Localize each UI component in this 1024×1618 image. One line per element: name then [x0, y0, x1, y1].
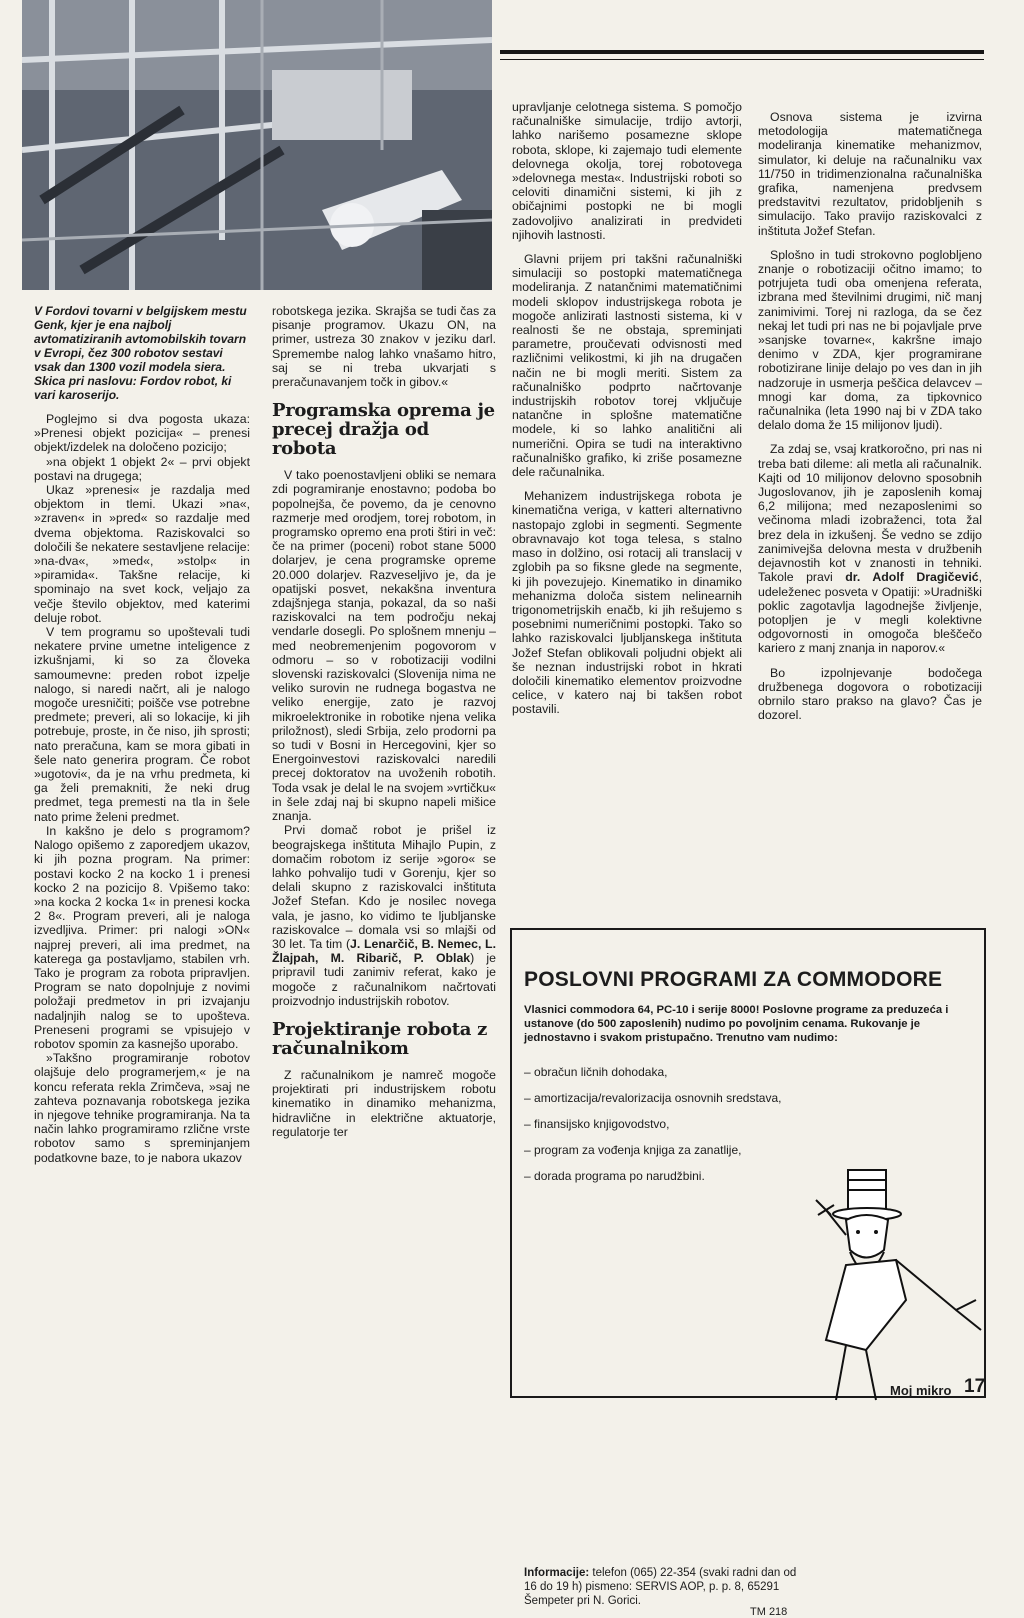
paragraph: Mehanizem industrijskega robota je kinematična veriga, v katteri alternativno nastopajo zglobi in segmenti. Segmente obravnavajo kot toga telesa, s stalno maso in dolžino, osi rotacij ali translacij v zglobih pa so fiksne glede na segmente, ki jih povezujejo. Kinematiko in dinamiko mehanizma določa sistem nelinearnih trigonometrijskih enačb, ki jih rešujemo s posebnimi numeričnimi postopki. Tako so lahko raziskovalci ljubljanskega inštituta Jožef Stefan oblikovali poljudni objekt ali še neznan industrijski robot in hkrati določili kinematiko elementov proizvodne celice, v katero naj bi takšen robot postavili.: [512, 489, 742, 717]
paragraph: Glavni prijem pri takšni računalniški simulaciji so postopki matematičnega modeliranja. Z natančnimi matematičnimi modeli sklopov industrijskega robota je mogoče anlizirati lastnosti sistema, ki v realnosti še ne obstaja, spreminjati parametre, proučevati odvisnosti med različnimi velikostmi, ki jih na drugačen način ne bi mogli meriti. Sistem za računalniško podprto načrtovanje industrijskih robotov torej vključuje natančne in splošne matematične modele, ki so lahko analitični ali numerični. Opira se tudi na interaktivno računalniško grafiko, ki zriše posamezne dele računalnika.: [512, 252, 742, 480]
paragraph: V tem programu so upoštevali tudi nekatere prvine umetne inteligence z izkušnjami, ki so za človeka samoumevne: preden robot izpelje nalogo, si naredi načrt, ali je nalogo mogoče uresničiti; poišče vse potrebne predmete; preveri, ali so lokacije, ki jih potrebuje, proste, in če niso, jih sprosti; nato preračuna, kam se mora gibati in šele nato generira program. Če robot »ugotovi«, da je na vrhu predmeta, ki ga želi premakniti, že neki drug predmet, tega premesti na tla in šele nato prime želeni predmet.: [34, 625, 250, 824]
column-3: [512, 100, 742, 717]
paragraph: [272, 823, 496, 1008]
column-2: [272, 304, 496, 1139]
uncle-sam-illustration: [806, 1140, 986, 1410]
list-item: – amortizacija/revalorizacija osnovnih sredstava,: [524, 1091, 970, 1105]
paragraph: Bo izpolnjevanje bodočega družbenega dogovora o robotizaciji obrnilo staro prakso na glavo? Čas je dozorel.: [758, 665, 982, 723]
section-heading: Projektiranje robota z računalnikom: [272, 1018, 488, 1059]
list-item: – finansijsko knjigovodstvo,: [524, 1117, 970, 1131]
text-span: ) je pripravil tudi zanimiv referat, kako je mogoče z računalnikom načrtovati proizvodnjo industrijskih robotov.: [272, 951, 496, 1008]
paragraph: »na objekt 1 objekt 2« – prvi objekt postavi na drugega;: [34, 454, 250, 483]
paragraph: Osnova sistema je izvirna metodologija matematičnega modeliranja kinematike mehanizmov, simulator, ki deluje na računalniku vax 11/750 in tridimenzionalna računalniška grafika, namenjena predvsem predstavitvi rezultatov, pridobljenih s simulacijo. Tako pravijo raziskovalci z inštituta Jožef Stefan.: [758, 110, 982, 238]
factory-robot-photo: [22, 0, 492, 290]
paragraph: »Takšno programiranje robotov olajšuje delo programerjem,« je na koncu referata rekla Zrimčeva, »saj ne zahteva poznavanja robotskega jezika in njegove tehnike programiranja. Na ta način lahko programiramo rzlične vrste robotov samo s spreminjanjem podatkovne baze, to je nabora ukazov: [34, 1051, 250, 1165]
magazine-name: Moj mikro: [890, 1383, 952, 1398]
paragraph: Splošno in tudi strokovno poglobljeno znanje o robotizaciji očitno imamo; to potrjujeta tudi oba omenjena referata, izbrana med številnimi drugimi, nič manj zanimivimi. Torej ni razloga, da se čez nekaj let tudi pri nas ne bi pojavljale prve »sanjske tovarne«, kakršne imajo denimo v ZDA, kjer programirane robotizirane linije delajo po ves dan in jih nadzoruje in usmerja peščica delavcev – mnogi kar doma, za tipkovnico računalnika (leta 1990 naj bi v ZDA tako delalo doma že 15 milijonov ljudi).: [758, 247, 982, 433]
paragraph: Poglejmo si dva pogosta ukaza: »Prenesi objekt pozicija« – prenesi objekt/izdelek na določeno pozicijo;: [34, 412, 250, 455]
text-span: Prvi domač robot je prišel iz beograjskega inštituta Mihajlo Pupin, z domačim robotom iz serije »goro« se lahko pohvalijo tudi v Gorenju, kjer so delali skupno z raziskovalci inštituta Jožef Stefan. Kdo je nosilec novega vala, je jasno, ko vidimo te ljubljanske raziskovalce – domala vsi so mlajši od 30 let. Ta tim (: [272, 823, 496, 951]
paragraph: Ukaz »prenesi« je razdalja med objektom in tlemi. Ukazi »na«, »zraven« in »pred« so razdalje med dvema objektoma. Raziskovalci so določili še nekatere sestavljene relacije: »na-dva«, »med«, »stolp« in »piramida«. Takšne relacije, ki spominajo na svet kock, veljajo za večje število objektov, med katerimi deluje robot.: [34, 483, 250, 625]
list-item: – program za vođenja knjiga za zanatlije,: [524, 1143, 970, 1157]
paragraph: In kakšno je delo s programom? Nalogo opišemo z zaporedjem ukazov, ki jih pozna program. Na primer: postavi kocko 2 na kocko 1 i prenesi kocko 2 na pozicijo 8. Vpišemo tako: »na kocka 2 kocka 1« in prenesi kocka 2 8«. Program preveri, ali je naloga izvedljiva. Primer: pri nalogi »ON« najprej preveri, ali ima predmet, na katerega ga postavljamo, stabilen vrh. Tako je program za robota pripravljen. Program se nato dopolnjuje z novimi položaji predmetov in pri izvajanju nadaljnjih nalog se to upošteva. Preneseni programi se vpisujejo v robotov spomin za kasnejšo uporabo.: [34, 823, 250, 1051]
ad-contact: [524, 1566, 810, 1608]
author-names: J. Lenarčič, B. Nemec, L. Žlajpah, M. Ribarič, P. Oblak: [272, 936, 496, 966]
info-label: Informacije:: [524, 1567, 590, 1579]
paragraph: V tako poenostavljeni obliki se nemara zdi pogramiranje enostavno; podoba bo popolnejša, če povemo, da je cenovno razmerje med orodjem, torej robotom, in programsko opremo ena proti štiri in več: če na primer (poceni) robot stane 5000 dolarjev, je cena programske opreme 20.000 dolarjev. Razveseljivo je, da je opatijski posvet, nekakšna inventura zdajšnjega stanja, pokazal, da so naši raziskovalci na tem področju nekaj vendarle dosegli. Po splošnem mnenju – med neobremenjenim pogovorom v odmoru – so v robotizaciji vodilni slovenski raziskovalci (Slovenija nima ne veliko surovin ne rudnega bogastva ne veliko energije, zato je razvoj mikroelektronike in robotike njena velika priložnost), sledi Srbija, zelo prodorni pa so tudi v Bosni in Hercegovini, kjer so Energoinvestovi raziskovalci naredili precej doktoratov na uvoženih robotih. Toda vsak je delal le na svojem »vrtičku« in šele zdaj naj bi skupno napeli mišice znanja.: [272, 468, 496, 824]
page-number: 17: [964, 1376, 986, 1397]
section-heading: Programska oprema je precej dražja od robota: [272, 400, 495, 460]
list-item: – dorada programa po narudžbini.: [524, 1169, 970, 1183]
paragraph: Z računalnikom je namreč mogoče projektirati pri industrijskem robotu kinematiko in dinamiko mehanizma, hidravlične in električne aktuatorje, regulatorje ter: [272, 1067, 496, 1139]
person-name: dr. Adolf Dragičević: [845, 570, 979, 585]
header-rule: [500, 50, 984, 54]
info-text: telefon (065) 22-354 (svaki radni dan od 16 do 19 h) pismeno: SERVIS AOP, p. p. 8, 65291 Šempeter pri N. Gorici.: [524, 1567, 797, 1607]
text-span: Za zdaj se, vsaj kratkoročno, pri nas ni treba bati dileme: ali metla ali računalnik. Kajti od 10 milijonov delovno sposobnih Jugoslovanov, jih je zaposlenih komaj 6,2 milijona; med nezaposlenimi so večinoma mladi izobraženci, tota žal brez dela in izkušenj. Še vedno se zdijo zanimivejša delovna mesta v družbenih dejavnostih kot v znanosti in tehniki. Takole pravi: [758, 442, 982, 585]
column-4: [758, 110, 982, 722]
paragraph: upravljanje celotnega sistema. S pomočjo računalniške simulacije, trdijo avtorji, lahko narišemo posamezne sklope robota, sklope, ki zajemajo tudi elemente delovnega okolja, torej robotovega »delovnega mesta«. Industrijski roboti so celoviti dinamični sistemi, ki jih z običajnimi postopki ne bi mogli zadovoljivo analizirati in predvideti njihovih lastnosti.: [512, 100, 742, 242]
ad-code: TM 218: [750, 1606, 788, 1618]
ad-lead: Vlasnici commodora 64, PC-10 i serije 8000! Poslovne programe za preduzeća i ustanove (do 500 zaposlenih) nudimo po povoljnim cenama. Rukovanje je jednostavno i svakom pristupačno. Trenutno vam nudimo:: [524, 1004, 949, 1044]
paragraph: [758, 442, 982, 655]
text-span: , udeleženec posveta v Opatiji: »Uradniški poklic zagotavlja lagodnejše življenje, potopljen je v megli kolektivne odgovornosti in omogoča bleščečo kariero z manj znanja in naporov.«: [758, 570, 982, 656]
ad-title: POSLOVNI PROGRAMI ZA COMMODORE: [524, 968, 943, 991]
photo-caption: V Fordovi tovarni v belgijskem mestu Genk, kjer je ena najbolj avtomatiziranih avtomobilskih tovarn v Evropi, čez 300 robotov sestavi vsak dan 1300 vozil modela siera. Skica pri naslovu: Fordov robot, ki vari karoserijo.: [34, 304, 247, 402]
column-1: [34, 304, 250, 1165]
header-rule-thin: [500, 59, 984, 60]
list-item: – obračun ličnih dohodaka,: [524, 1065, 970, 1079]
paragraph: robotskega jezika. Skrajša se tudi čas za pisanje programov. Ukazu ON, na primer, ustreza 30 znakov v jeziku darl. Spremembe nalog lahko vnašamo hitro, saj se ni treba ukvarjati s preračunavanjem točk in gibov.«: [272, 304, 496, 390]
